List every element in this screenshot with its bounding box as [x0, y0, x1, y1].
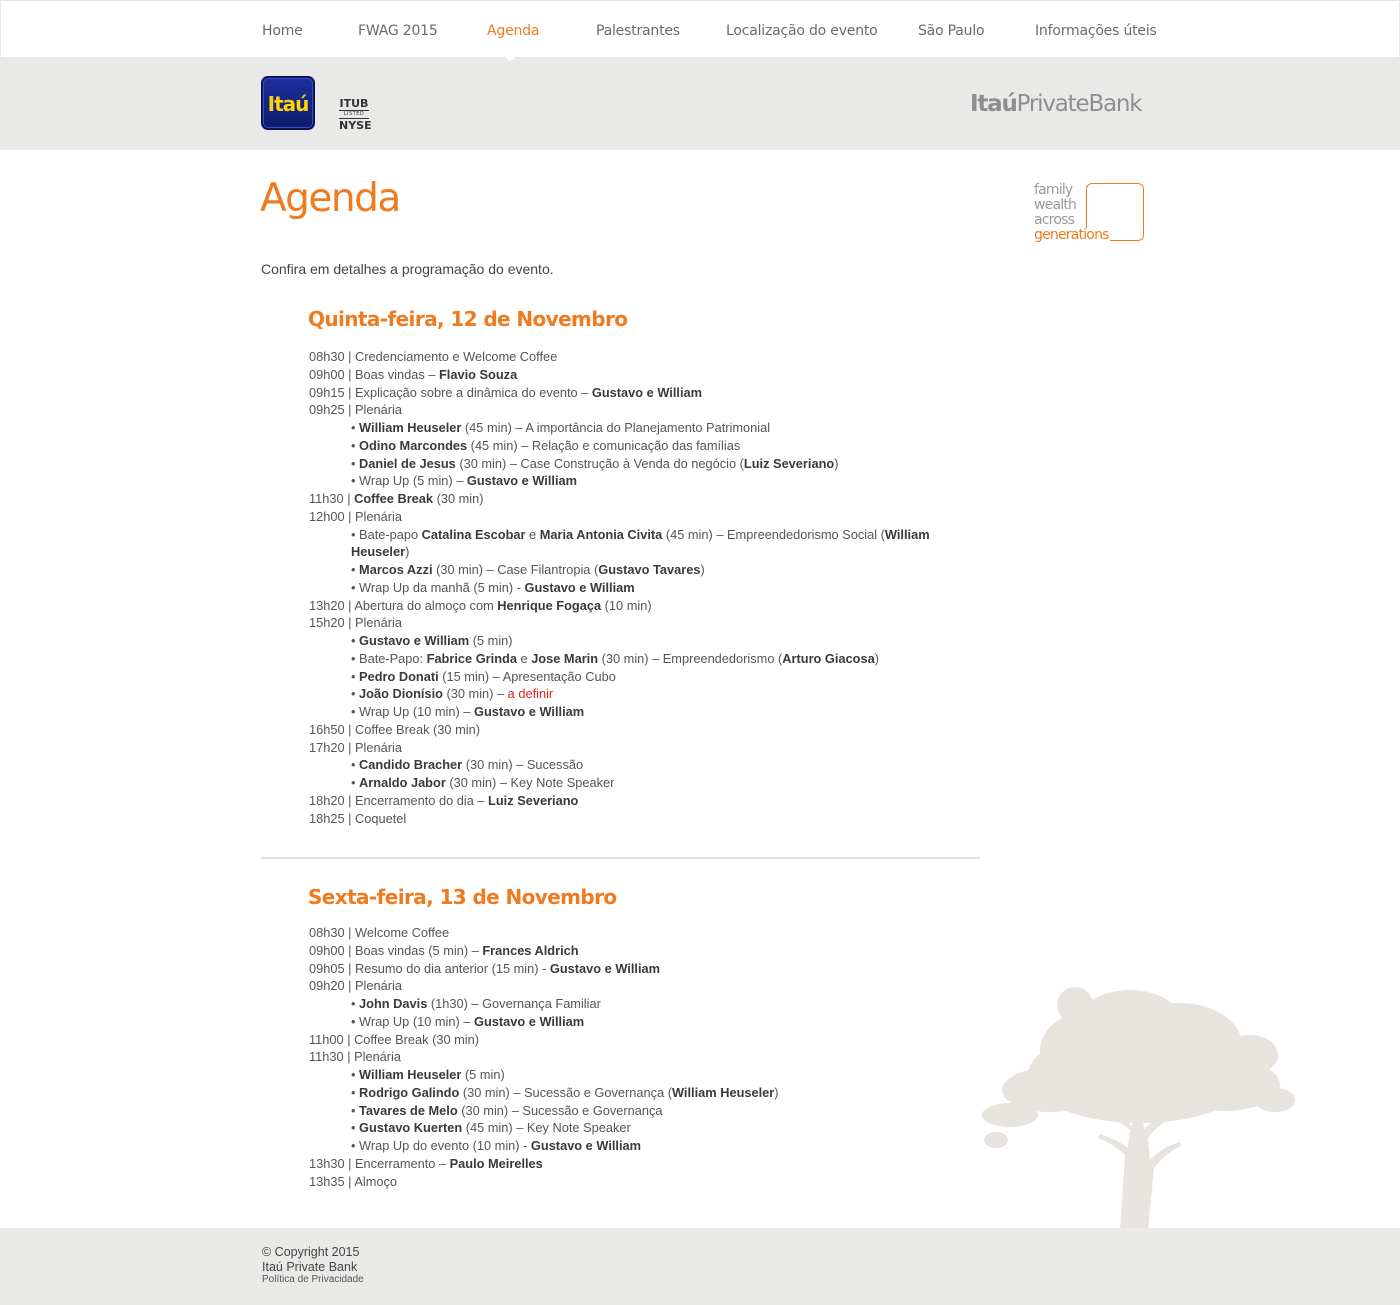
agenda-text: 09h00 | Boas vindas – — [309, 366, 439, 382]
agenda-text: • — [351, 1120, 360, 1136]
speaker-name: Paulo Meirelles — [449, 1155, 543, 1171]
agenda-text: (1h30) – Governança Familiar — [427, 996, 601, 1011]
nyse-listed: LISTED — [339, 110, 369, 119]
agenda-text: • — [351, 437, 360, 453]
private-bank-logo-rest: PrivateBank — [1016, 91, 1142, 117]
agenda-subitem — [309, 685, 989, 703]
agenda-subitem — [309, 526, 969, 562]
agenda-text: • Bate-Papo: — [351, 650, 427, 666]
agenda-text: (5 min) — [469, 633, 513, 648]
privacy-policy-link[interactable]: Política de Privacidade — [262, 1274, 364, 1285]
agenda-text: ) — [405, 544, 410, 560]
agenda-subitem — [309, 472, 989, 490]
agenda-item — [309, 1031, 989, 1049]
agenda-text: 13h35 | Almoço — [309, 1173, 397, 1189]
speaker-name: William Heuseler — [359, 420, 462, 435]
pending-label: a definir — [507, 686, 554, 702]
speaker-name: John Davis — [359, 996, 428, 1011]
day-1-schedule — [309, 348, 989, 827]
agenda-text: (45 min) – Empreendedorismo Social ( — [662, 526, 885, 542]
agenda-subitem — [309, 668, 989, 686]
agenda-text: • — [351, 1084, 360, 1100]
agenda-text: (30 min) — [433, 491, 484, 506]
agenda-text: (30 min) – Sucessão — [462, 757, 584, 773]
agenda-text: 12h00 | Plenária — [309, 508, 402, 524]
speaker-name: Jose Marin — [531, 650, 599, 666]
speaker-name: Marcos Azzi — [359, 562, 433, 577]
agenda-text: • — [351, 757, 360, 773]
speaker-name: Gustavo e William — [524, 579, 635, 595]
agenda-text: 11h30 | Plenária — [309, 1049, 402, 1065]
agenda-item — [309, 977, 989, 995]
fwag-line-1: family — [1034, 182, 1073, 198]
speaker-name: Gustavo e William — [474, 704, 585, 719]
agenda-text: • — [351, 420, 360, 435]
fwag-line-4: generations — [1034, 227, 1109, 243]
agenda-text: 13h30 | Encerramento – — [309, 1155, 450, 1171]
speaker-name: Odino Marcondes — [359, 437, 468, 453]
agenda-text: 18h25 | Coquetel — [309, 810, 407, 826]
speaker-name: Gustavo e William — [530, 1138, 642, 1153]
agenda-text: • — [351, 633, 360, 648]
agenda-text: • Wrap Up (10 min) – — [351, 1013, 475, 1029]
agenda-text: • Wrap Up do evento (10 min) - — [351, 1138, 531, 1153]
agenda-subitem — [309, 1102, 989, 1120]
itau-logo-text: Itaú — [267, 92, 309, 116]
agenda-item — [309, 1155, 989, 1173]
nav-agenda[interactable]: Agenda — [487, 23, 540, 39]
agenda-item — [309, 721, 989, 739]
agenda-text: 09h25 | Plenária — [309, 402, 402, 418]
agenda-subitem — [309, 455, 989, 473]
agenda-text: (45 min) – A importância do Planejamento Patrimonial — [461, 420, 771, 435]
page-title: Agenda — [260, 176, 400, 221]
agenda-text: • Bate-papo — [351, 526, 422, 542]
agenda-text: (30 min) – Sucessão e Governança ( — [459, 1084, 672, 1100]
nyse-listed-badge — [339, 97, 372, 132]
speaker-name: Rodrigo Galindo — [359, 1084, 460, 1100]
speaker-name: Henrique Fogaça — [497, 597, 602, 613]
agenda-text: 11h00 | Coffee Break (30 min) — [309, 1031, 480, 1047]
nav-home[interactable]: Home — [262, 23, 303, 39]
agenda-item — [309, 1173, 989, 1191]
nav-fwag-2015[interactable]: FWAG 2015 — [358, 23, 438, 39]
nyse-exchange: NYSE — [339, 119, 372, 132]
speaker-name: Catalina Escobar — [421, 526, 526, 542]
agenda-item — [309, 348, 989, 366]
speaker-name: Luiz Severiano — [488, 792, 579, 808]
itau-logo[interactable] — [261, 76, 315, 130]
speaker-name: Gustavo e William — [466, 473, 578, 489]
agenda-text: • — [351, 455, 360, 471]
agenda-subitem — [309, 756, 989, 774]
speaker-name: Frances Aldrich — [482, 942, 579, 958]
agenda-subitem — [309, 419, 989, 437]
agenda-text: e — [525, 526, 540, 542]
agenda-item — [309, 942, 989, 960]
agenda-text: 08h30 | Welcome Coffee — [309, 925, 450, 940]
agenda-item — [309, 490, 989, 508]
speaker-name: William Heuseler — [351, 526, 930, 560]
agenda-text: 17h20 | Plenária — [309, 739, 402, 755]
agenda-subitem — [309, 1013, 989, 1031]
footer-copyright: © Copyright 2015 — [262, 1245, 360, 1259]
nav-sao-paulo[interactable]: São Paulo — [918, 23, 985, 39]
agenda-item — [309, 597, 989, 615]
agenda-subitem — [309, 703, 989, 721]
speaker-name: Gustavo Tavares — [598, 562, 701, 577]
agenda-text: • Wrap Up (10 min) – — [351, 704, 475, 719]
agenda-text: • — [351, 668, 360, 684]
nav-informacoes-uteis[interactable]: Informações úteis — [1035, 23, 1157, 39]
agenda-item — [309, 924, 989, 942]
agenda-text: 09h15 | Explicação sobre a dinâmica do evento – — [309, 384, 592, 400]
day-2-title: Sexta-feira, 13 de Novembro — [308, 885, 617, 909]
top-nav — [0, 0, 1400, 57]
agenda-subitem — [309, 1119, 989, 1137]
agenda-text: 11h30 | — [309, 491, 355, 506]
agenda-text: (30 min) – Key Note Speaker — [445, 775, 615, 790]
agenda-text: (15 min) – Apresentação Cubo — [438, 668, 616, 684]
agenda-text: 18h20 | Encerramento do dia – — [309, 792, 489, 808]
speaker-name: Daniel de Jesus — [359, 455, 456, 471]
speaker-name: William Heuseler — [359, 1067, 462, 1082]
agenda-text: • — [351, 996, 360, 1011]
agenda-item — [309, 960, 989, 978]
fwag-line-3: across — [1034, 212, 1075, 228]
speaker-name: Arnaldo Jabor — [359, 775, 446, 790]
agenda-subitem — [309, 1084, 989, 1102]
agenda-text: (5 min) — [461, 1067, 505, 1082]
section-divider — [261, 857, 980, 859]
agenda-text: ) — [700, 562, 705, 577]
agenda-item — [309, 614, 989, 632]
agenda-text: (10 min) — [601, 597, 652, 613]
day-2-schedule — [309, 924, 989, 1190]
agenda-text: 15h20 | Plenária — [309, 615, 402, 631]
agenda-text: (45 min) – Key Note Speaker — [462, 1120, 631, 1136]
speaker-name: Flavio Souza — [438, 366, 518, 382]
agenda-text: • — [351, 686, 360, 702]
agenda-text: • — [351, 1102, 360, 1118]
tree-illustration — [980, 980, 1300, 1230]
intro-text: Confira em detalhes a programação do evento. — [261, 261, 554, 277]
agenda-subitem — [309, 995, 989, 1013]
agenda-text: ) — [874, 650, 879, 666]
agenda-item — [309, 810, 989, 828]
agenda-item — [309, 508, 989, 526]
agenda-text: 09h00 | Boas vindas (5 min) – — [309, 942, 483, 958]
agenda-subitem — [309, 579, 989, 597]
agenda-subitem — [309, 650, 989, 668]
agenda-item — [309, 384, 989, 402]
speaker-name: Gustavo Kuerten — [359, 1120, 463, 1136]
footer-company: Itaú Private Bank — [262, 1260, 358, 1274]
agenda-text: (30 min) – Sucessão e Governança — [457, 1102, 663, 1118]
agenda-text: (45 min) – Relação e comunicação das famílias — [467, 437, 741, 453]
agenda-item — [309, 739, 989, 757]
speaker-name: Gustavo e William — [549, 960, 661, 976]
nav-palestrantes[interactable]: Palestrantes — [596, 23, 680, 39]
agenda-text: • — [351, 1067, 360, 1082]
speaker-name: João Dionísio — [359, 686, 443, 702]
agenda-text: (30 min) – — [442, 686, 508, 702]
speaker-name: Gustavo e William — [591, 384, 703, 400]
speaker-name: Gustavo e William — [474, 1013, 585, 1029]
agenda-text: • — [351, 562, 360, 577]
footer — [0, 1228, 1400, 1305]
nyse-ticker: ITUB — [339, 97, 369, 110]
header-band — [0, 57, 1400, 150]
fwag-line-2: wealth — [1034, 197, 1077, 213]
agenda-subitem — [309, 561, 989, 579]
agenda-text: 09h05 | Resumo do dia anterior (15 min) - — [309, 960, 550, 976]
speaker-name: Pedro Donati — [359, 668, 439, 684]
agenda-text: ) — [834, 455, 839, 471]
agenda-subitem — [309, 774, 989, 792]
private-bank-logo — [970, 91, 1141, 117]
agenda-text: (30 min) – Case Construção à Venda do negócio ( — [455, 455, 744, 471]
agenda-text: ) — [774, 1084, 779, 1100]
agenda-text: (30 min) – Case Filantropia ( — [432, 562, 599, 577]
agenda-subitem — [309, 1137, 989, 1155]
agenda-subitem — [309, 1066, 989, 1084]
agenda-text: 13h20 | Abertura do almoço com — [309, 597, 498, 613]
agenda-text: 16h50 | Coffee Break (30 min) — [309, 721, 480, 737]
speaker-name: Fabrice Grinda — [426, 650, 517, 666]
agenda-item — [309, 1048, 989, 1066]
nav-localizacao[interactable]: Localização do evento — [726, 23, 878, 39]
day-1-title: Quinta-feira, 12 de Novembro — [308, 307, 628, 331]
speaker-name: Gustavo e William — [359, 633, 470, 648]
agenda-text: • — [351, 775, 360, 790]
agenda-subitem — [309, 437, 989, 455]
agenda-item — [309, 792, 989, 810]
active-nav-indicator — [504, 56, 516, 62]
agenda-item — [309, 401, 989, 419]
agenda-subitem — [309, 632, 989, 650]
agenda-text: e — [516, 650, 532, 666]
speaker-name: Luiz Severiano — [743, 455, 835, 471]
agenda-text: • Wrap Up da manhã (5 min) - — [351, 579, 525, 595]
agenda-text: 09h20 | Plenária — [309, 978, 402, 994]
private-bank-logo-bold: Itaú — [970, 91, 1017, 117]
agenda-text: 08h30 | Credenciamento e Welcome Coffee — [309, 349, 558, 364]
agenda-text: • Wrap Up (5 min) – — [351, 473, 467, 489]
speaker-name: Candido Bracher — [359, 757, 463, 773]
speaker-name: Coffee Break — [354, 491, 434, 506]
speaker-name: Maria Antonia Civita — [539, 526, 663, 542]
speaker-name: Tavares de Melo — [359, 1102, 458, 1118]
agenda-item — [309, 366, 989, 384]
speaker-name: William Heuseler — [671, 1084, 775, 1100]
agenda-text: (30 min) – Empreendedorismo ( — [598, 650, 783, 666]
speaker-name: Arturo Giacosa — [782, 650, 875, 666]
